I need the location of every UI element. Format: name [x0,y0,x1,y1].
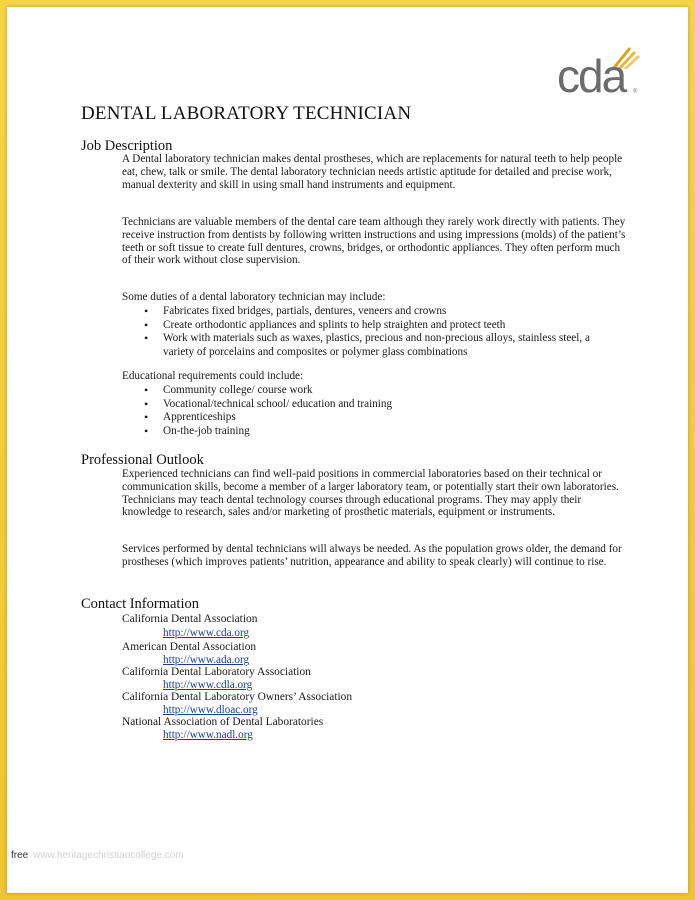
list-item: • Work with materials such as waxes, plastics, precious and non-precious alloys, stainless steel, a variety of porcelains and composites or polymer glass combinations [144,331,590,358]
org-name: American Dental Association [122,641,257,653]
job-description-paragraph-2: Technicians are valuable members of the dental care team although they rarely work directly with patients. They receive instruction from dentists by following written instructions and using impressions (molds) of the patient’s teeth or soft tissue to create full dentures, crowns, bridges, or orthodontic appliances. They often perform much of their work without close supervision. [122,216,626,267]
list-item: • Create orthodontic appliances and splints to help straighten and protect teeth [144,317,506,332]
cda-logo [557,43,647,103]
logo-registered-mark: ® [633,89,638,95]
outlook-paragraph-1: Experienced technicians can find well-paid positions in commercial laboratories based on their technical or communication skills, become a member of a larger laboratory team, or potentially start their own laboratories. Technicians may teach dental technology courses through educational programs. They may apply their knowledge to research, sales and/or marketing of prosthetic materials, equipment or instruments. [122,468,619,519]
logo-text: cda [557,50,626,102]
page-title: DENTAL LABORATORY TECHNICIAN [81,103,412,124]
bullet-icon: • [144,410,149,425]
job-description-paragraph-1: A Dental laboratory technician makes dental prostheses, which are replacements for natural teeth to help people eat, chew, talk or smile. The dental laboratory technician needs artistic aptitude for detailed and precise work, manual dexterity and skill in using small hand instruments and equipment. [122,153,623,191]
document-page [7,7,688,893]
heading-job-description: Job Description [81,138,173,154]
org-name: California Dental Laboratory Owners’ Association [122,691,353,703]
education-list [122,384,622,438]
education-lead: Educational requirements could include: [122,370,304,382]
bullet-icon: • [144,396,149,411]
org-link[interactable]: http://www.ada.org [163,654,250,666]
bullet-icon: • [144,304,149,318]
bullet-icon: • [144,317,149,332]
org-link[interactable]: http://www.cda.org [163,627,250,639]
list-item: • On-the-job training [144,423,250,438]
duties-list [122,305,622,359]
duties-lead: Some duties of a dental laboratory technician may include: [122,291,386,303]
footer-label: free [11,850,29,861]
bullet-icon: • [144,331,149,346]
outlook-paragraph-2: Services performed by dental technicians will always be needed. As the population grows older, the demand for prostheses (which improves patients’ nutrition, appearance and ability to speak clearly) will continue to rise. [122,543,622,568]
org-name: California Dental Association [122,613,258,625]
org-link[interactable]: http://www.nadl.org [163,729,253,741]
watermark-text: www.heritagechristiancollege.com [33,850,184,861]
bullet-icon: • [144,423,149,438]
bullet-icon: • [144,383,149,397]
list-item: • Community college/ course work [144,383,313,397]
list-item: • Fabricates fixed bridges, partials, dentures, veneers and crowns [144,304,447,318]
org-name: National Association of Dental Laboratories [122,716,324,728]
org-name: California Dental Laboratory Association [122,666,311,678]
heading-professional-outlook: Professional Outlook [81,452,204,468]
list-item: • Apprenticeships [144,410,236,425]
list-item: • Vocational/technical school/ education and training [144,396,393,411]
heading-contact-information: Contact Information [81,596,199,612]
org-link[interactable]: http://www.dloac.org [163,704,258,716]
org-link[interactable]: http://www.cdla.org [163,679,253,691]
